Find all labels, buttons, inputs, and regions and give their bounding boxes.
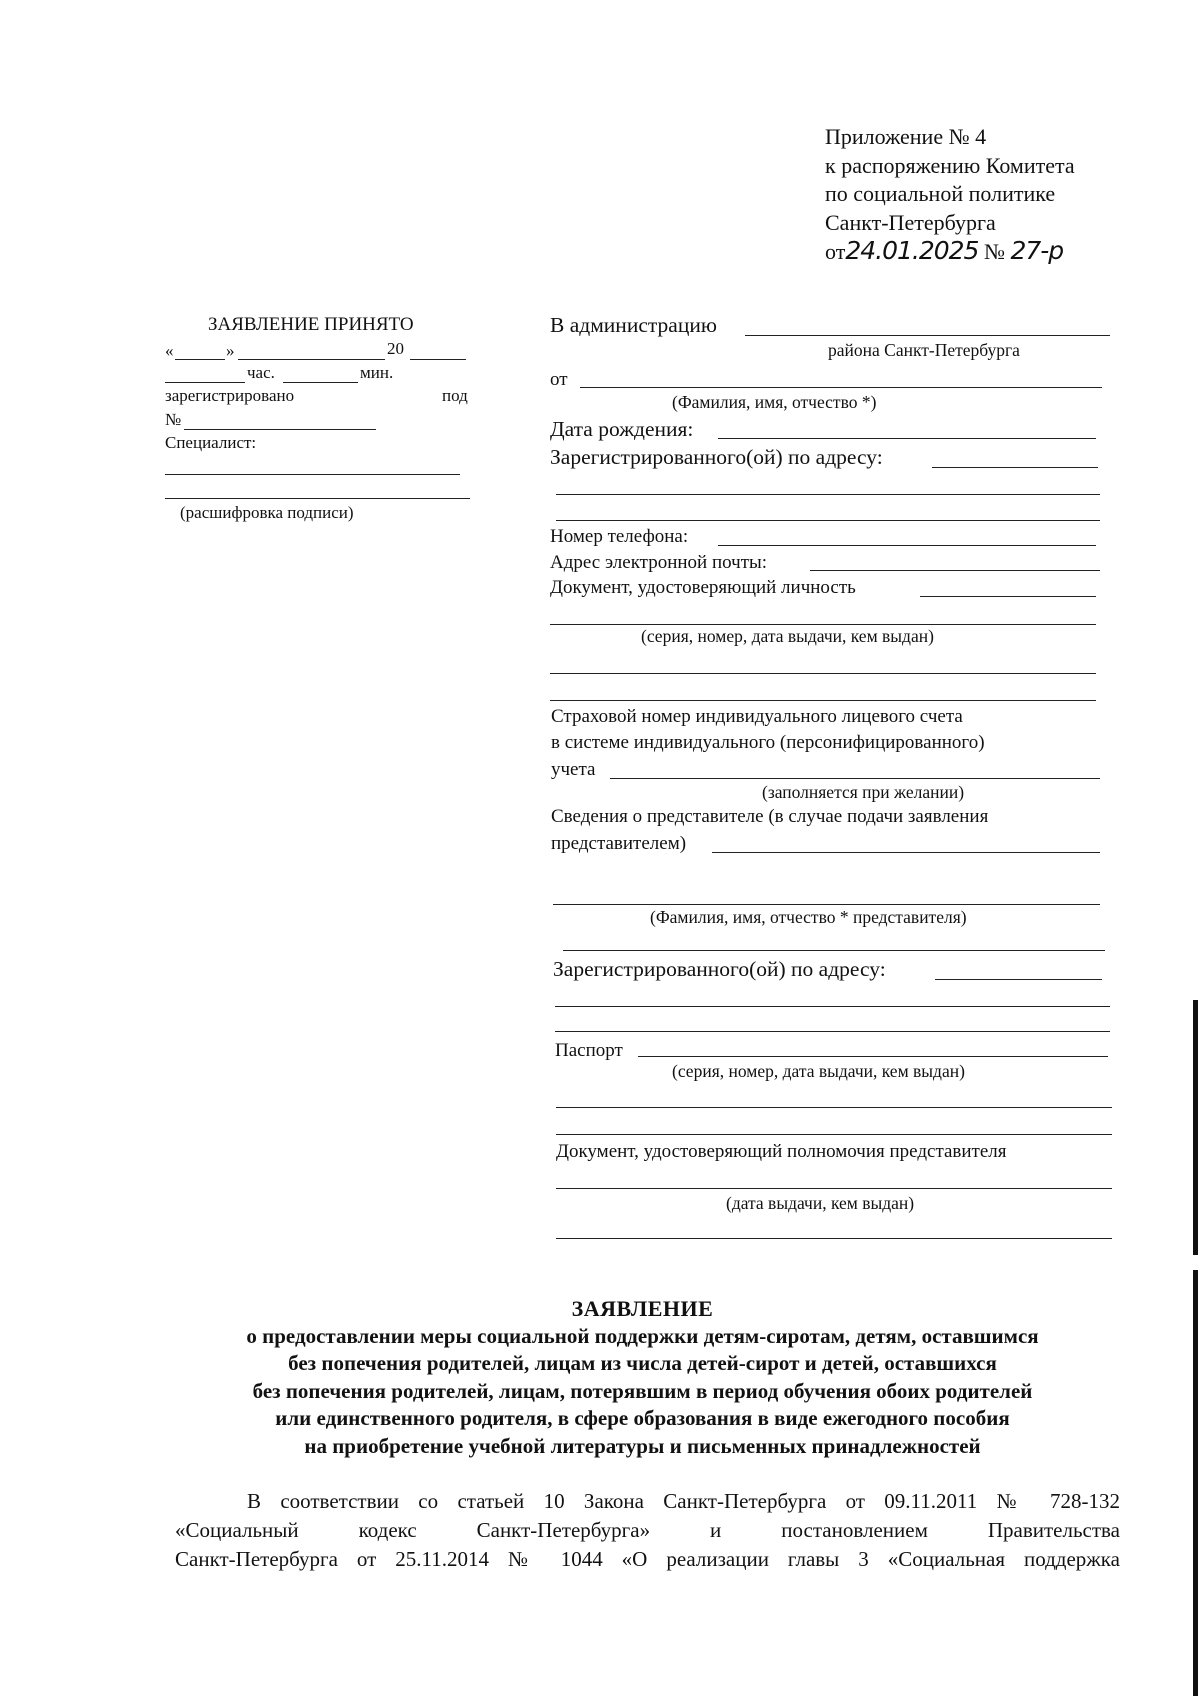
body-line-2: «Социальный кодекс Санкт-Петербурга» и постановлением Правительства [175,1518,1120,1542]
appendix-date-prefix: от [825,239,846,264]
rep-address-field-1[interactable] [935,979,1102,980]
statement-line-5: на приобретение учебной литературы и письменных принадлежностей [304,1433,981,1458]
hours-field[interactable] [165,382,245,383]
statement-line-3: без попечения родителей, лицам, потерявшим в период обучения обоих родителей [252,1378,1033,1403]
rep-line-2: представителем) [551,833,687,854]
authority-doc-field-2[interactable] [556,1238,1112,1239]
registration-number-field[interactable] [184,429,376,430]
passport-label: Паспорт [555,1040,623,1061]
authority-doc-field[interactable] [556,1188,1112,1189]
rep-address-label: Зарегистрированного(ой) по адресу: [553,957,886,981]
appendix-line-1: Приложение № 4 [825,124,987,149]
body-line-1: В соответствии со статьей 10 Закона Санкт-Петербурга от 09.11.2011 № 728-132 [247,1489,1120,1513]
handwritten-date: 24.01.2025 [845,236,979,265]
received-registered: зарегистрировано [165,386,295,405]
rep-fio-field-2[interactable] [563,950,1105,951]
month-field[interactable] [238,359,385,360]
statement-heading: ЗАЯВЛЕНИЕ [571,1296,714,1321]
snils-line-3: учета [551,759,596,780]
received-number-sign: № [165,410,182,429]
address-field-1[interactable] [932,467,1098,468]
received-minutes: мин. [360,363,394,382]
rep-fio-field[interactable] [553,904,1100,905]
rep-field-1[interactable] [712,852,1100,853]
appendix-line-3: по социальной политике [825,181,1056,206]
appendix-line-4: Санкт-Петербурга [825,209,996,235]
received-quote-close: » [226,341,235,360]
snils-caption: (заполняется при желании) [762,782,965,802]
body-line-3: Санкт-Петербурга от 25.11.2014 № 1044 «О реализации главы 3 «Социальная поддержка [175,1547,1120,1571]
rep-line-1: Сведения о представителе (в случае подачи заявления [551,806,989,827]
id-document-field-2[interactable] [550,624,1096,625]
passport-field-2[interactable] [556,1107,1112,1108]
phone-field[interactable] [718,545,1096,546]
authority-caption: (дата выдачи, кем выдан) [726,1193,915,1213]
appendix-line-2: к распоряжению Комитета [825,152,1075,178]
authority-doc-label: Документ, удостоверяющий полномочия представителя [556,1141,1007,1162]
phone-label: Номер телефона: [550,526,689,547]
email-label: Адрес электронной почты: [550,552,768,573]
id-document-field-3[interactable] [550,673,1096,674]
statement-title [150,1295,1135,1460]
passport-field[interactable] [638,1056,1108,1057]
scan-edge-mark [1193,1000,1198,1255]
received-specialist: Специалист: [165,433,257,452]
id-document-label: Документ, удостоверяющий личность [550,577,856,598]
received-under: под [442,386,468,405]
admin-district-field[interactable] [745,335,1110,336]
signature-caption: (расшифровка подписи) [180,503,354,522]
appendix-date-row [825,237,1075,267]
specialist-name-field[interactable] [165,498,470,499]
passport-caption: (серия, номер, дата выдачи, кем выдан) [672,1061,965,1081]
id-document-field-4[interactable] [550,700,1096,701]
to-admin-label: В администрацию [550,313,717,337]
received-year-prefix: 20 [387,339,404,358]
year-field[interactable] [410,359,466,360]
address-field-2[interactable] [556,494,1100,495]
email-field[interactable] [810,570,1100,571]
address-field-3[interactable] [556,520,1100,521]
snils-field[interactable] [610,778,1100,779]
received-title: ЗАЯВЛЕНИЕ ПРИНЯТО [208,314,414,335]
snils-line-2: в системе индивидуального (персонифицированного) [551,732,985,753]
appendix-number-prefix: № [983,239,1005,264]
applicant-fio-field[interactable] [580,387,1102,388]
body-paragraph [175,1487,1120,1574]
id-caption: (серия, номер, дата выдачи, кем выдан) [641,626,934,646]
specialist-signature-field[interactable] [165,474,460,475]
appendix-block [825,123,1075,267]
district-caption: района Санкт-Петербурга [828,340,1020,360]
day-field[interactable] [175,359,225,360]
statement-line-2: без попечения родителей, лицам из числа детей-сирот и детей, оставшихся [288,1351,997,1375]
rep-address-field-2[interactable] [555,1006,1110,1007]
received-quote-open: « [165,341,174,360]
rep-address-field-3[interactable] [555,1031,1110,1032]
received-hours: час. [247,363,275,382]
id-document-field-1[interactable] [920,596,1096,597]
handwritten-number: 27-р [1010,236,1064,265]
passport-field-3[interactable] [556,1134,1112,1135]
statement-line-1: о предоставлении меры социальной поддержки детям-сиротам, детям, оставшимся [246,1323,1039,1348]
snils-line-1: Страховой номер индивидуального лицевого счета [551,706,963,727]
minutes-field[interactable] [283,382,358,383]
scan-edge-mark-lower [1193,1270,1198,1696]
birth-date-field[interactable] [718,438,1096,439]
fio-caption: (Фамилия, имя, отчество *) [672,392,877,412]
statement-line-4: или единственного родителя, в сфере образования в виде ежегодного пособия [275,1406,1010,1430]
registered-address-label: Зарегистрированного(ой) по адресу: [550,445,883,469]
birth-date-label: Дата рождения: [550,417,694,441]
from-label: от [550,369,568,390]
rep-fio-caption: (Фамилия, имя, отчество * представителя) [650,907,967,927]
